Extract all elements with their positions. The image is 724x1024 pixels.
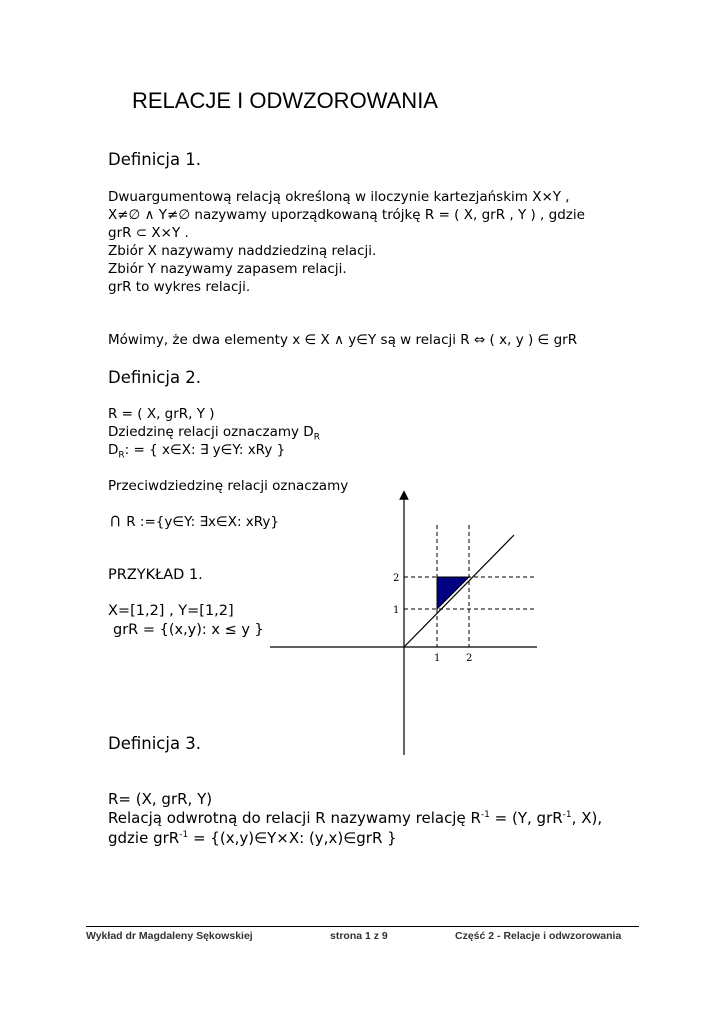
footer-section: Część 2 - Relacje i odwzorowania <box>455 930 622 942</box>
inverse-sup-3: -1 <box>179 830 189 840</box>
inverse-text-b: = (Y, grR <box>489 809 563 827</box>
inverse-graph-text-b: = {(x,y)∈Y×X: (y,x)∈grR } <box>188 829 397 847</box>
footer-page-number: strona 1 z 9 <box>330 930 388 942</box>
inverse-sup-2: -1 <box>562 810 572 820</box>
definition-2-line-3 <box>108 441 285 465</box>
example-1-line-1: X=[1,2] , Y=[1,2] <box>108 603 234 619</box>
definition-2-line-5 <box>105 512 279 531</box>
domain-subscript: R <box>313 432 320 443</box>
definition-1-line-2: X≠∅ ∧ Y≠∅ nazywamy uporządkowaną trójkę R = ( X, grR , Y ) , gdzie <box>108 207 585 223</box>
definition-3-heading: Definicja 3. <box>108 734 202 753</box>
range-symbol: ⊂ <box>105 513 126 529</box>
y-tick-label-2: 2 <box>393 573 400 584</box>
definition-1-heading: Definicja 1. <box>108 150 202 169</box>
inverse-sup-1: -1 <box>480 810 490 820</box>
x-tick-label-1: 1 <box>434 653 441 664</box>
definition-2-line-1: R = ( X, grR, Y ) <box>108 406 215 422</box>
relation-membership-line: Mówimy, że dwa elementy x ∈ X ∧ y∈Y są w relacji R ⇔ ( x, y ) ∈ grR <box>108 332 578 348</box>
relation-region <box>437 577 469 609</box>
definition-1-line-6: grR to wykres relacji. <box>108 279 251 295</box>
domain-symbol-subscript: R <box>118 450 125 461</box>
definition-3-line-3 <box>108 829 397 847</box>
definition-3-line-1: R= (X, grR, Y) <box>108 790 213 808</box>
inverse-text-c: , X), <box>571 809 603 827</box>
example-1-line-2: grR = {(x,y): x ≤ y } <box>113 622 264 638</box>
domain-symbol: D <box>108 442 119 458</box>
relation-graph <box>265 485 550 760</box>
footer-divider <box>86 926 639 927</box>
inverse-graph-text-a: gdzie grR <box>108 829 180 847</box>
definition-3-line-2 <box>108 809 602 827</box>
definition-2-heading: Definicja 2. <box>108 368 202 387</box>
domain-definition: : = { x∈X: ∃ y∈Y: xRy } <box>124 442 286 458</box>
definition-1-line-5: Zbiór Y nazywamy zapasem relacji. <box>108 261 347 277</box>
definition-1-line-4: Zbiór X nazywamy naddziedziną relacji. <box>108 243 377 259</box>
definition-1-line-3: grR ⊂ X×Y . <box>108 225 189 241</box>
range-definition: R :={y∈Y: ∃x∈X: xRy} <box>126 514 279 530</box>
inverse-text-a: Relacją odwrotną do relacji R nazywamy relację R <box>108 809 481 827</box>
definition-2-line-4: Przeciwdziedzinę relacji oznaczamy <box>108 478 349 494</box>
example-1-heading: PRZYKŁAD 1. <box>108 567 203 583</box>
diagonal-line <box>404 535 514 647</box>
definition-1-line-1: Dwuargumentową relacją określoną w iloczynie kartezjańskim X×Y , <box>108 189 570 205</box>
page-title: RELACJE I ODWZOROWANIA <box>132 88 438 113</box>
x-tick-label-2: 2 <box>466 653 473 664</box>
domain-label: Dziedzinę relacji oznaczamy D <box>108 424 314 440</box>
footer-author: Wykład dr Magdaleny Sękowskiej <box>86 930 253 942</box>
y-tick-label-1: 1 <box>393 605 400 616</box>
